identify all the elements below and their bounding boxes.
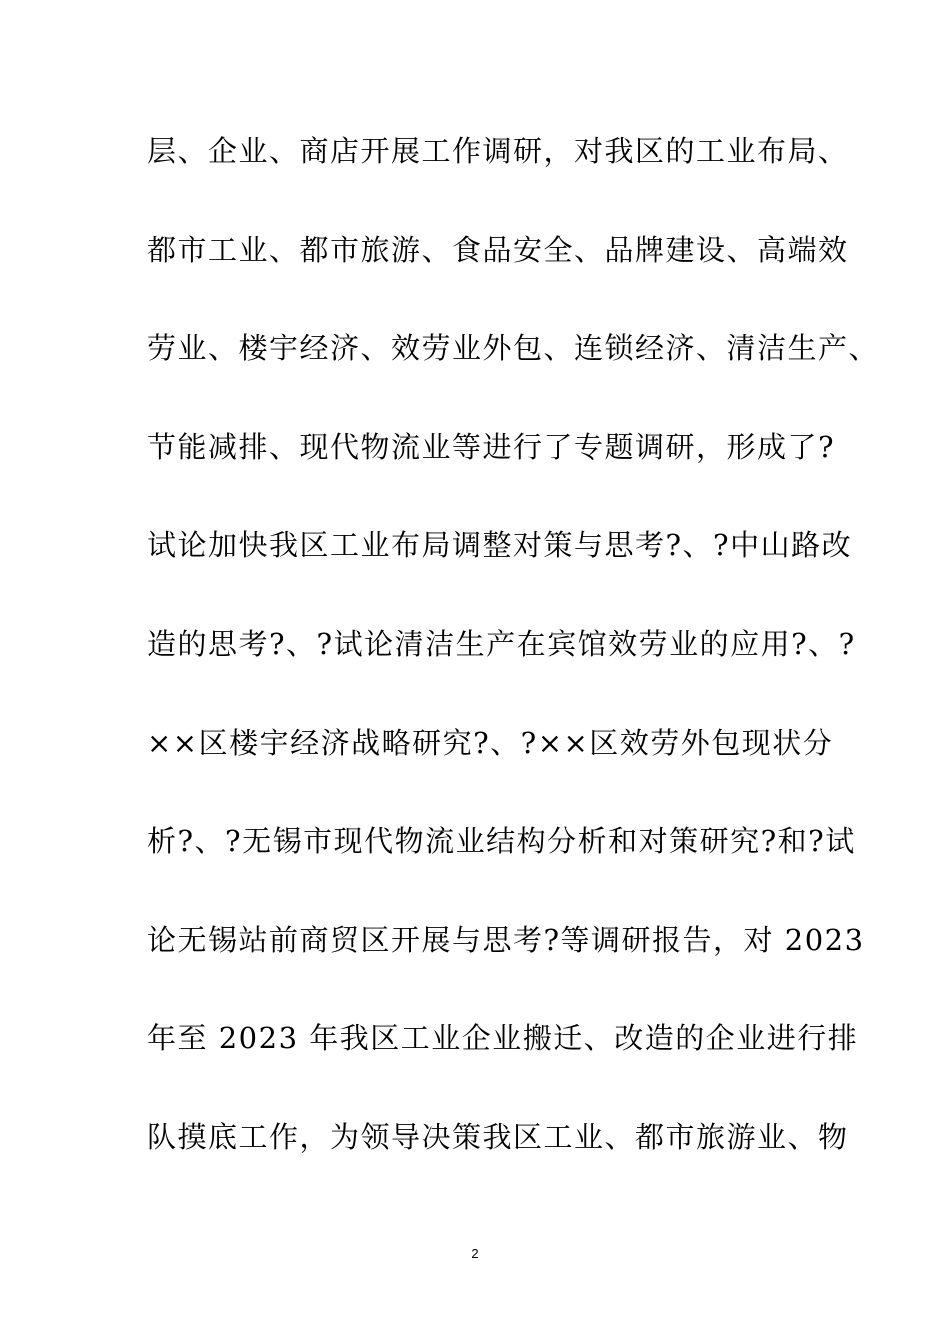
text-line: 析?、?无锡市现代物流业结构分析和对策研究?和?试 <box>147 824 856 859</box>
text-line: ××区楼宇经济战略研究?、?××区效劳外包现状分 <box>147 725 834 760</box>
text-line: 年至 2023 年我区工业企业搬迁、改造的企业进行排 <box>147 1021 859 1056</box>
text-line: 劳业、楼宇经济、效劳业外包、连锁经济、清洁生产、 <box>147 331 880 366</box>
text-line: 论无锡站前商贸区开展与思考?等调研报告，对 2023 <box>147 922 865 957</box>
text-line: 队摸底工作，为领导决策我区工业、都市旅游业、物 <box>147 1119 849 1154</box>
text-line: 层、企业、商店开展工作调研，对我区的工业布局、 <box>147 134 849 168</box>
body-text <box>147 128 880 1213</box>
text-line: 试论加快我区工业布局调整对策与思考?、?中山路改 <box>147 528 853 563</box>
page-number: 2 <box>471 1246 479 1261</box>
text-line: 节能减排、现代物流业等进行了专题调研，形成了? <box>147 429 836 464</box>
text-line: 造的思考?、?试论清洁生产在宾馆效劳业的应用?、? <box>147 626 856 661</box>
text-line: 都市工业、都市旅游、食品安全、品牌建设、高端效 <box>147 232 849 267</box>
